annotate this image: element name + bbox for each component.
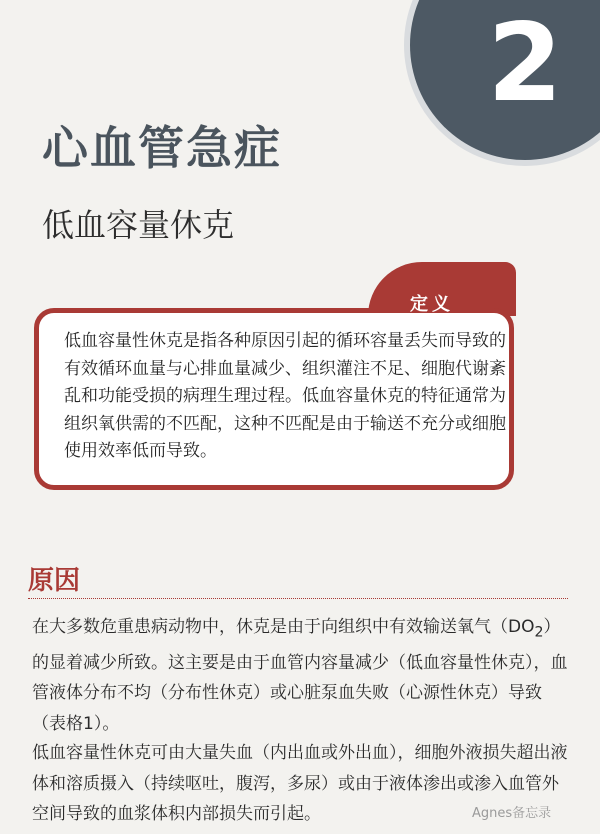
cause-heading: 原因 <box>28 566 81 596</box>
definition-text: 低血容量性休克是指各种原因引起的循环容量丢失而导致的有效循环血量与心排血量减少、组织灌注不足、细胞代谢紊乱和功能受损的病理生理过程。低血容量休克的特征通常为组织氧供需的不匹配，这种不匹配是由于输送不充分或细胞使用效率低而导致。 <box>64 331 506 461</box>
cause-paragraph-1-part-a: 在大多数危重患病动物中，休克是由于向组织中有效输送氧气（DO <box>32 617 535 637</box>
cause-paragraph-1 <box>32 612 572 739</box>
cause-divider <box>28 598 568 599</box>
section-title: 低血容量休克 <box>42 206 235 244</box>
definition-label: 定义 <box>410 294 454 315</box>
subscript-2: 2 <box>534 624 544 641</box>
chapter-number: 2 <box>487 1 563 126</box>
cause-paragraph-1-part-b: ）的显着减少所致。这主要是由于血管内容量减少（低血容量性休克），血管液体分布不均（分布性休克）或心脏泵血失败（心源性休克）导致（表格1）。 <box>32 617 568 734</box>
watermark: Agnes备忘录 <box>472 806 552 821</box>
chapter-title: 心血管急症 <box>42 121 282 175</box>
cause-paragraph-2: 低血容量性休克可由大量失血（内出血或外出血），细胞外液损失超出液体和溶质摄入（持续呕吐，腹泻，多尿）或由于液体渗出或渗入血管外空间导致的血浆体积内部损失而引起。 <box>32 743 568 824</box>
